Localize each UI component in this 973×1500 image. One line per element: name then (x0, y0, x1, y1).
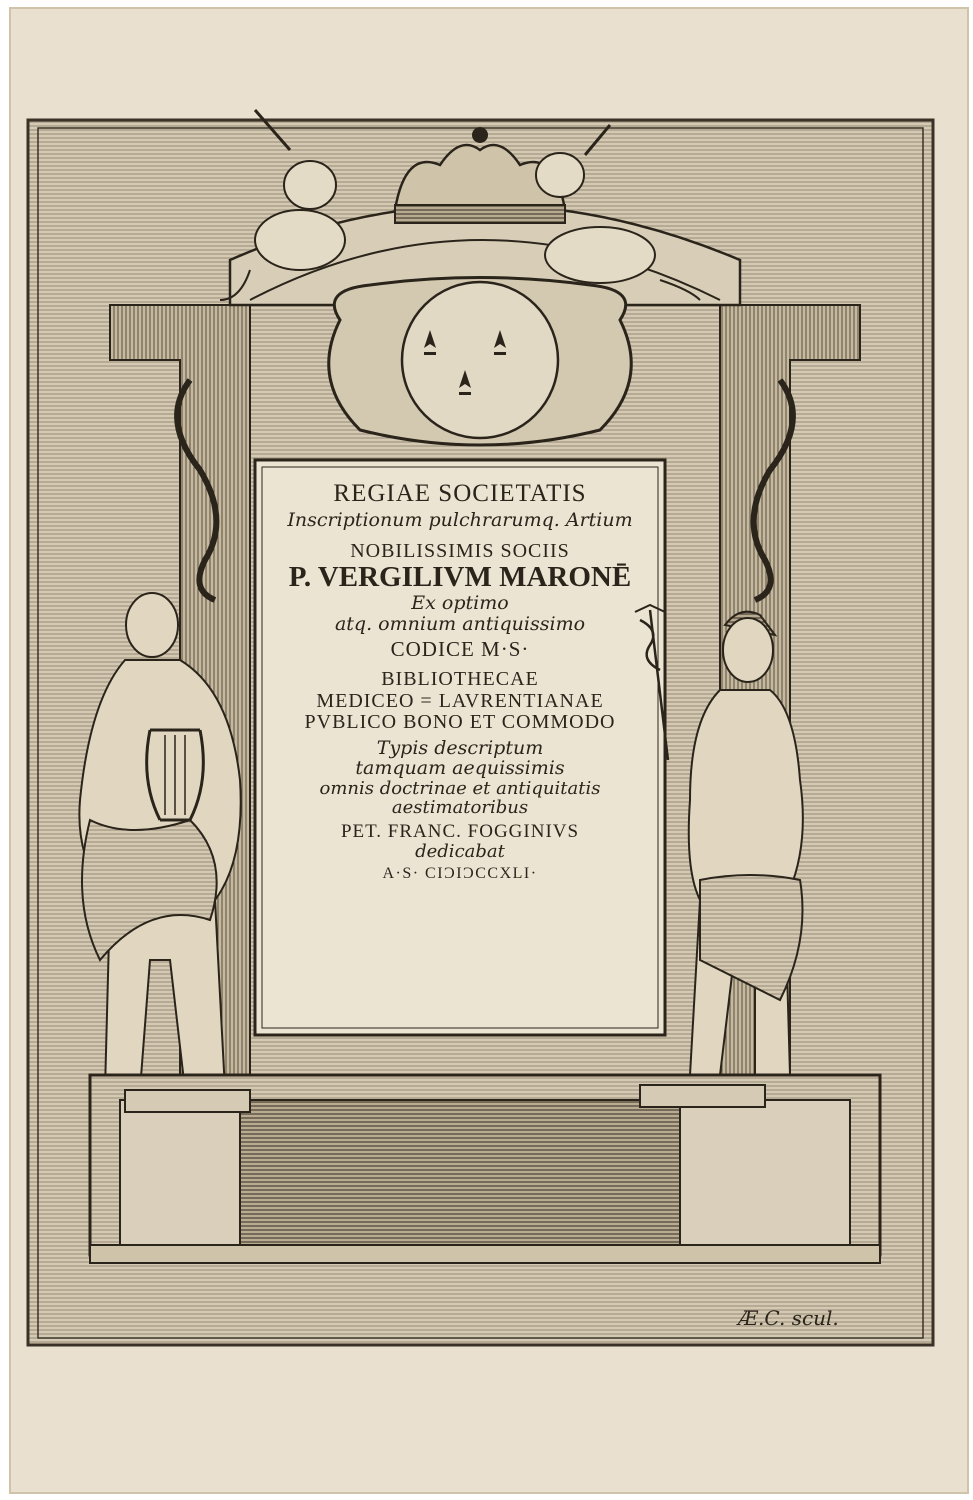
title-line: PVBLICO BONO ET COMMODO (304, 711, 616, 734)
title-line: BIBLIOTHECAE (381, 668, 539, 691)
title-line: A·S· CIƆIƆCCXLI· (382, 864, 538, 882)
title-line: REGIAE SOCIETATIS (333, 480, 587, 507)
title-line: P. VERGILIVM MARONĒ (288, 561, 632, 594)
title-line: tamquam aequissimis (355, 757, 565, 780)
title-line: Inscriptionum pulchrarumq. Artium (287, 509, 633, 531)
title-line: CODICE M·S· (390, 637, 530, 662)
title-line: dedicabat (415, 841, 505, 863)
title-line: PET. FRANC. FOGGINIVS (340, 820, 580, 842)
title-inscription (262, 480, 658, 882)
title-line: MEDICEO = LAVRENTIANAE (316, 689, 604, 712)
shield (402, 282, 558, 438)
title-line: aestimatoribus (391, 797, 529, 819)
engraver-signature: Æ.C. scul. (738, 1306, 839, 1330)
title-line: omnis doctrinae et antiquitatis (319, 777, 601, 799)
title-line: atq. omnium antiquissimo (334, 612, 586, 635)
title-line: Ex optimo (411, 592, 509, 615)
title-line: Typis descriptum (376, 736, 544, 759)
title-line: NOBILISSIMIS SOCIIS (350, 539, 570, 562)
